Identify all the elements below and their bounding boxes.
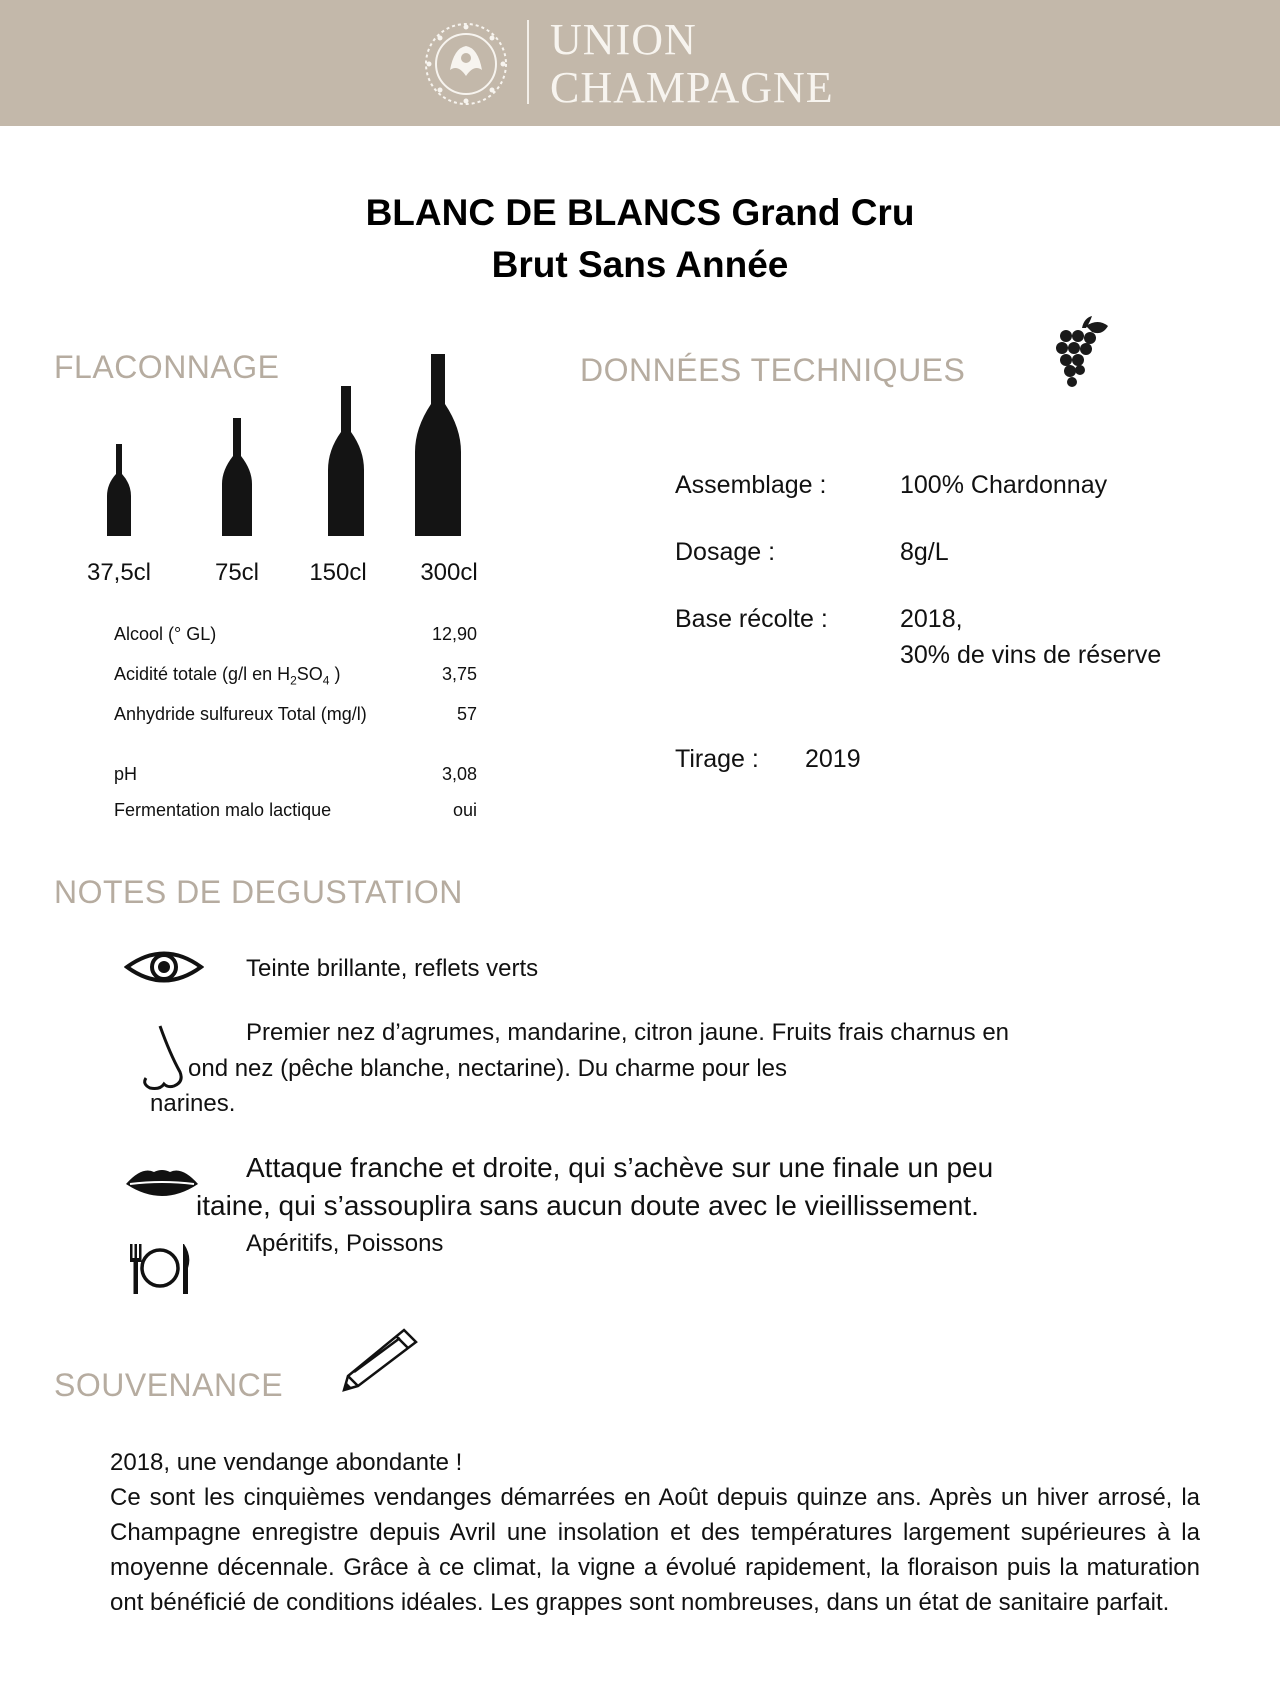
bottle-icon [325,386,367,536]
wine-title: BLANC DE BLANCS Grand Cru [365,192,915,233]
tech-value-dosage: 8g/L [900,538,949,566]
bottle-icon [219,418,255,536]
bottle-icon [412,354,464,536]
analysis-value-ph: 3,08 [441,764,477,784]
tech-value-assemblage: 100% Chardonnay [900,471,1108,499]
bottle-size-label: 150cl [309,559,367,586]
tech-label-tirage: Tirage : [675,745,759,773]
brand-name-line1: UNION [550,15,697,64]
tech-label-base-recolte: Base récolte : [675,605,828,633]
analysis-label-ph: pH [114,764,138,784]
grapes-icon [1052,314,1114,390]
tech-value-reserve: 30% de vins de réserve [900,641,1162,669]
tech-label-dosage: Dosage : [675,538,776,566]
bottle-icon [104,444,134,536]
analysis-value-anhydride: 57 [456,704,477,724]
section-heading-flaconnage: FLACONNAGE [54,349,280,385]
analysis-value-malo: oui [452,800,477,820]
bottle-size-label: 300cl [420,559,478,586]
tech-label-assemblage: Assemblage : [675,471,827,499]
note-mouth-line1: Attaque franche et droite, qui s’achève sur une finale un peu [246,1152,994,1183]
lips-icon [124,1164,200,1204]
section-heading-notes: NOTES DE DEGUSTATION [54,874,463,910]
note-eye-text: Teinte brillante, reflets verts [246,955,539,982]
bottle-size-label: 75cl [214,559,260,586]
souvenance-text [110,1445,1200,1620]
bottle-size-label: 37,5cl [86,559,152,586]
analysis-value-alcool: 12,90 [431,624,477,644]
section-heading-souvenance: SOUVENANCE [54,1367,284,1403]
note-nose-line2: ond nez (pêche blanche, nectarine). Du charme pour les [188,1055,788,1082]
souvenance-body: Ce sont les cinquièmes vendanges démarrées en Août depuis quinze ans. Après un hiver arrosé, la Champagne enregistre depuis Avril une insolation et des températures largement supérieures à la moyenne décennale. Grâce à ce climat, la vigne a évolué rapidement, la floraison puis la maturation ont bénéficié de conditions idéales. Les grappes sont nombreuses, dans un état de sanitaire parfait. [110,1484,1200,1616]
analysis-value-acidite: 3,75 [441,664,477,684]
pencil-icon [334,1326,420,1394]
tech-value-tirage: 2019 [805,745,861,773]
note-nose-line1: Premier nez d’agrumes, mandarine, citron jaune. Fruits frais charnus en [246,1019,1010,1046]
souvenance-intro: 2018, une vendange abondante ! [110,1449,463,1476]
plate-cutlery-icon [124,1240,196,1296]
analysis-label-anhydride: Anhydride sulfureux Total (mg/l) [114,704,367,724]
analysis-label-malo: Fermentation malo lactique [114,800,332,820]
note-mouth-line2: itaine, qui s’assouplira sans aucun doute avec le vieillissement. [196,1190,979,1221]
crest-seal-icon [420,18,512,110]
eye-icon [124,946,204,988]
wine-subtitle: Brut Sans Année [491,244,789,285]
note-nose-line3: narines. [150,1090,236,1117]
note-food-text: Apéritifs, Poissons [246,1230,444,1257]
logo-divider [527,20,529,104]
nose-icon [140,1024,190,1096]
analysis-label-acidite: Acidité totale (g/l en $H_2SO_4$ ) [114,664,341,688]
tech-value-base-recolte: 2018, [900,605,963,633]
brand-name-line2: CHAMPAGNE [550,63,834,112]
section-heading-technique: DONNÉES TECHNIQUES [580,352,966,388]
analysis-label-alcool: Alcool (° GL) [114,624,217,644]
